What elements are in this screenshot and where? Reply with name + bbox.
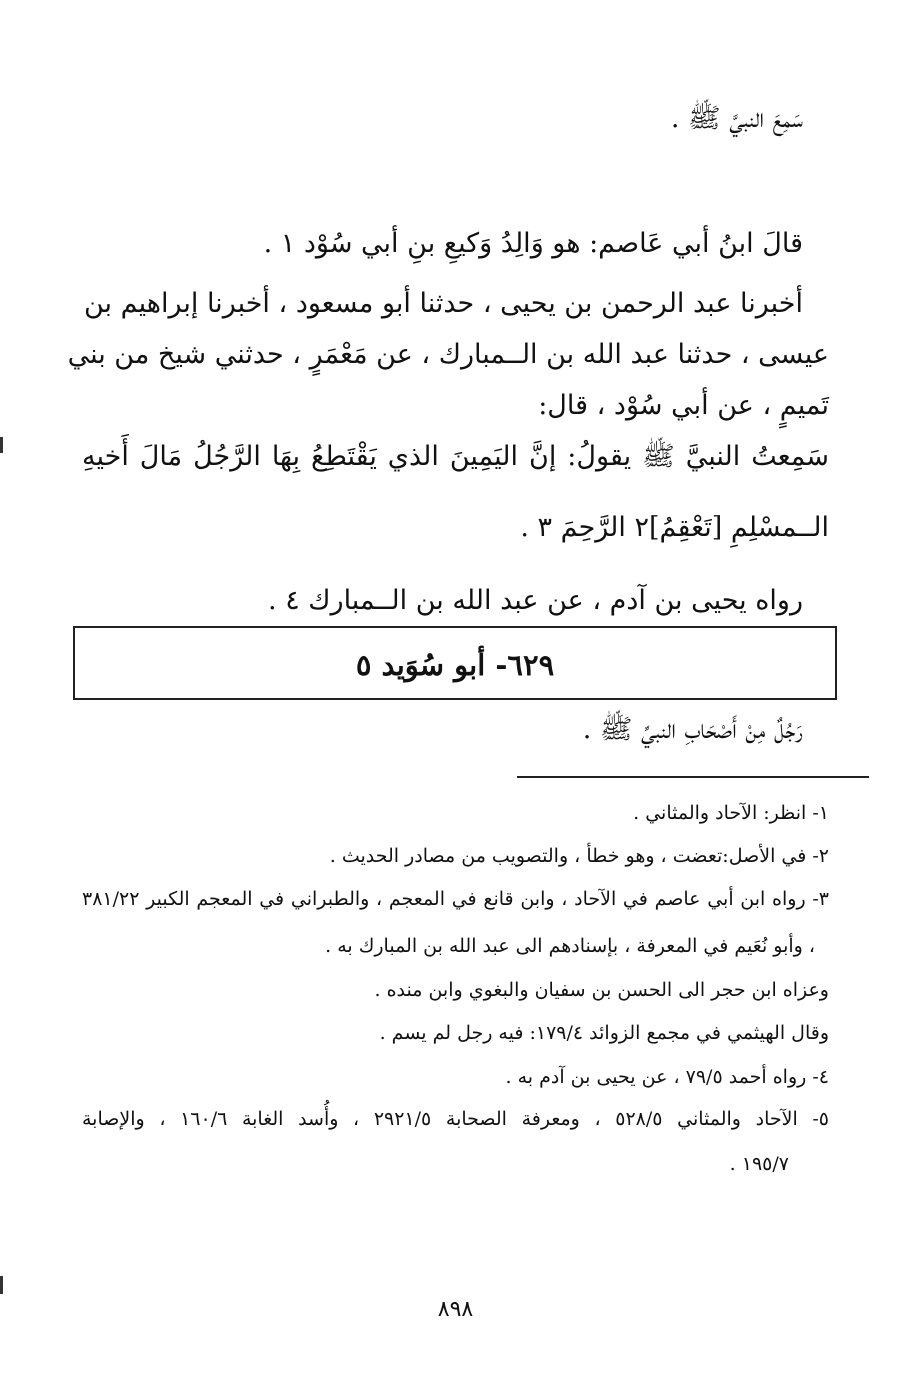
text-line-2: قالَ ابنُ أبي عَاصم: هو وَالِدُ وَكيعِ بنِ أبي سُوْد ١ .: [263, 228, 803, 259]
text-line-8: رواه يحيى بن آدم ، عن عبد الله بن الــمبارك ٤ .: [268, 585, 803, 616]
scan-edge-mark: [0, 1276, 3, 1294]
footnote-3-line-1: ٣- رواه ابن أبي عاصم في الآحاد ، وابن قانع في المعجم ، والطبراني في المعجم الكبير ٣٨١/٢٢: [82, 888, 829, 910]
footnote-3-line-4: وقال الهيثمي في مجمع الزوائد ١٧٩/٤: فيه رجل لم يسم .: [379, 1022, 829, 1044]
section-title-box: [73, 626, 837, 700]
footnote-separator: [517, 776, 869, 778]
footnote-4: ٤- رواه أحمد ٧٩/٥ ، عن يحيى بن آدم به .: [505, 1066, 829, 1088]
text-line-7: الــمسْلِمِ [تَعْقِمُ]٢ الرَّحِمَ ٣ .: [520, 512, 829, 543]
text-line-1: سَمِعَ النبيَّ ﷺ .: [670, 103, 803, 134]
footnote-5-line-1: ٥- الآحاد والمثاني ٥٢٨/٥ ، ومعرفة الصحابة ٢٩٢١/٥ ، وأُسد الغابة ١٦٠/٦ ، والإصابة: [82, 1108, 829, 1130]
footnote-3-line-3: وعزاه ابن حجر الى الحسن بن سفيان والبغوي وابن منده .: [374, 979, 829, 1001]
footnote-2: ٢- في الأصل:تعضت ، وهو خطأ ، والتصويب من مصادر الحديث .: [329, 845, 829, 867]
text-line-3: أخبرنا عبد الرحمن بن يحيى ، حدثنا أبو مسعود ، أخبرنا إبراهيم بن: [83, 288, 803, 319]
section-title: ٦٢٩- أبو سُوَيد ٥: [355, 648, 555, 682]
text-line-6: سَمِعتُ النبيَّ ﷺ يقولُ: إنَّ اليَمِينَ الذي يَقْتَطِعُ بِهَا الرَّجُلُ مَالَ أَخيهِ: [82, 441, 829, 472]
footnote-5-line-2: ١٩٥/٧ .: [729, 1153, 789, 1175]
text-line-9: رَجُلٌ مِنْ أَصْحَابِ النبيِّ ﷺ .: [582, 714, 803, 745]
text-line-4: عيسى ، حدثنا عبد الله بن الــمبارك ، عن مَعْمَرٍ ، حدثني شيخ من بني: [67, 339, 829, 370]
scan-edge-mark: [0, 437, 3, 453]
footnote-3-line-2: ، وأبو نُعَيم في المعرفة ، بإسنادهم الى عبد الله بن المبارك به .: [325, 935, 815, 957]
page-number: ٨٩٨: [437, 1297, 474, 1322]
text-line-5: تَميمٍ ، عن أبي سُوْد ، قال:: [538, 390, 829, 421]
footnote-1: ١- انظر: الآحاد والمثاني .: [633, 802, 829, 824]
